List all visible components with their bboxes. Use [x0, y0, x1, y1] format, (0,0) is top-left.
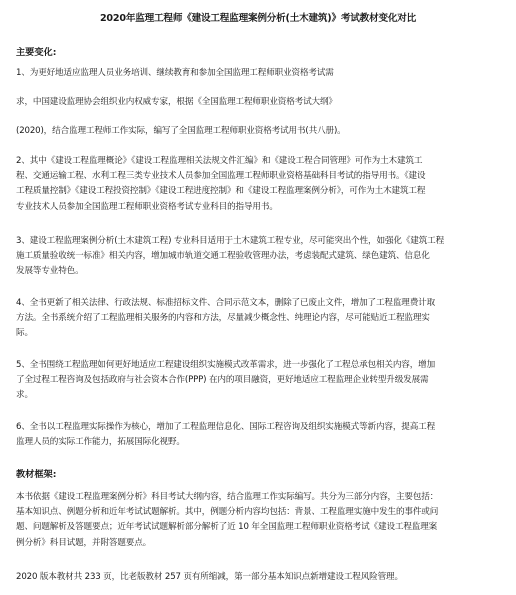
paragraph-4	[16, 296, 500, 342]
paragraph-1	[16, 66, 500, 140]
paragraph-6	[16, 420, 500, 450]
paragraph-3-line: 施工质量验收统一标准》相关内容，增加城市轨道交通工程验收管理办法，考虑装配式建筑、绿色建筑、信息化	[16, 251, 430, 262]
paragraph-1-line: 求，中国建设监理协会组织业内权威专家，根据《全国监理工程师职业资格考试大纲》	[16, 97, 337, 108]
paragraph-7-line: 基本知识点、例题分析和近年考试试题解析。其中，例题分析内容均包括：背景、工程监理实施中发生的事件或问	[16, 507, 439, 518]
paragraph-8-line: 2020 版本教材共 233 页，比老版教材 257 页有所缩减，第一部分基本知识点新增建设工程风险管理。	[16, 572, 403, 582]
paragraph-5-line: 了全过程工程咨询及包括政府与社会资本合作(PPP) 在内的项目融资，更好地适应工程监理企业转型升级发展需	[16, 375, 429, 386]
paragraph-1-line: (2020)，结合监理工程师工作实际，编写了全国监理工程师职业资格考试用书(共八册)。	[16, 126, 346, 137]
paragraph-1-line: 1、为更好地适应监理人员业务培训、继续教育和参加全国监理工程师职业资格考试需	[16, 68, 334, 78]
paragraph-2-line: 2、其中《建设工程监理概论》《建设工程监理相关法规文件汇编》和《建设工程合同管理》可作为土木建筑工	[16, 156, 423, 166]
paragraph-7	[16, 490, 500, 551]
paragraph-6-line: 监理人员的实际工作能力，拓展国际化视野。	[16, 437, 185, 448]
paragraph-6-line: 6、全书以工程监理实际操作为核心，增加了工程监理信息化、国际工程咨询及组织实施模式等新内容，提高工程	[16, 422, 436, 432]
paragraph-3-line: 发展等专业特色。	[16, 266, 84, 277]
paragraph-7-line: 例分析》科目试题，并附答题要点。	[16, 537, 152, 548]
paragraph-7-line: 题、问题解析及答题要点；近年考试试题解析部分解析了近 10 年全国监理工程师职业资格考试《建设工程监理案	[16, 522, 438, 533]
paragraph-2-line: 专业技术人员参加全国监理工程师职业资格考试专业科目的指导用书。	[16, 201, 278, 212]
paragraph-4-line: 际。	[16, 328, 33, 339]
paragraph-8	[16, 570, 500, 585]
paragraph-3	[16, 234, 500, 280]
paragraph-4-line: 方法。全书系统介绍了工程监理相关服务的内容和方法，尽量减少概念性、纯理论内容，尽可能贴近工程监理实	[16, 313, 430, 324]
paragraph-3-line: 3、建设工程监理案例分析(土木建筑工程) 专业科目适用于土木建筑工程专业，尽可能突出个性，如强化《建筑工程	[16, 236, 445, 246]
paragraph-5-line: 求。	[16, 390, 33, 401]
paragraph-4-line: 4、全书更新了相关法律、行政法规、标准招标文件、合同示范文本，删除了已废止文件，增加了工程监理费计取	[16, 298, 436, 308]
paragraph-7-line: 本书依据《建设工程监理案例分析》科目考试大纲内容，结合监理工作实际编写。共分为三部分内容，主要包括：	[16, 492, 439, 502]
paragraph-2-line: 程、交通运输工程、水利工程三类专业技术人员参加全国监理工程师职业资格基础科目考试的指导用书。《建设	[16, 171, 426, 182]
paragraph-5	[16, 358, 500, 404]
page-title: 2020年监理工程师《建设工程监理案例分析(土木建筑)》考试教材变化对比	[99, 13, 417, 24]
paragraph-2-line: 工程质量控制》《建设工程投资控制》《建设工程进度控制》和《建设工程监理案例分析》，可作为土木建筑工程	[16, 186, 426, 197]
section-heading-main-changes: 主要变化:	[16, 47, 57, 58]
section-heading-framework: 教材框架:	[16, 469, 57, 480]
paragraph-5-line: 5、全书围绕工程监理如何更好地适应工程建设组织实施模式改革需求，进一步强化了工程总承包相关内容，增加	[16, 360, 436, 370]
paragraph-2	[16, 154, 500, 215]
